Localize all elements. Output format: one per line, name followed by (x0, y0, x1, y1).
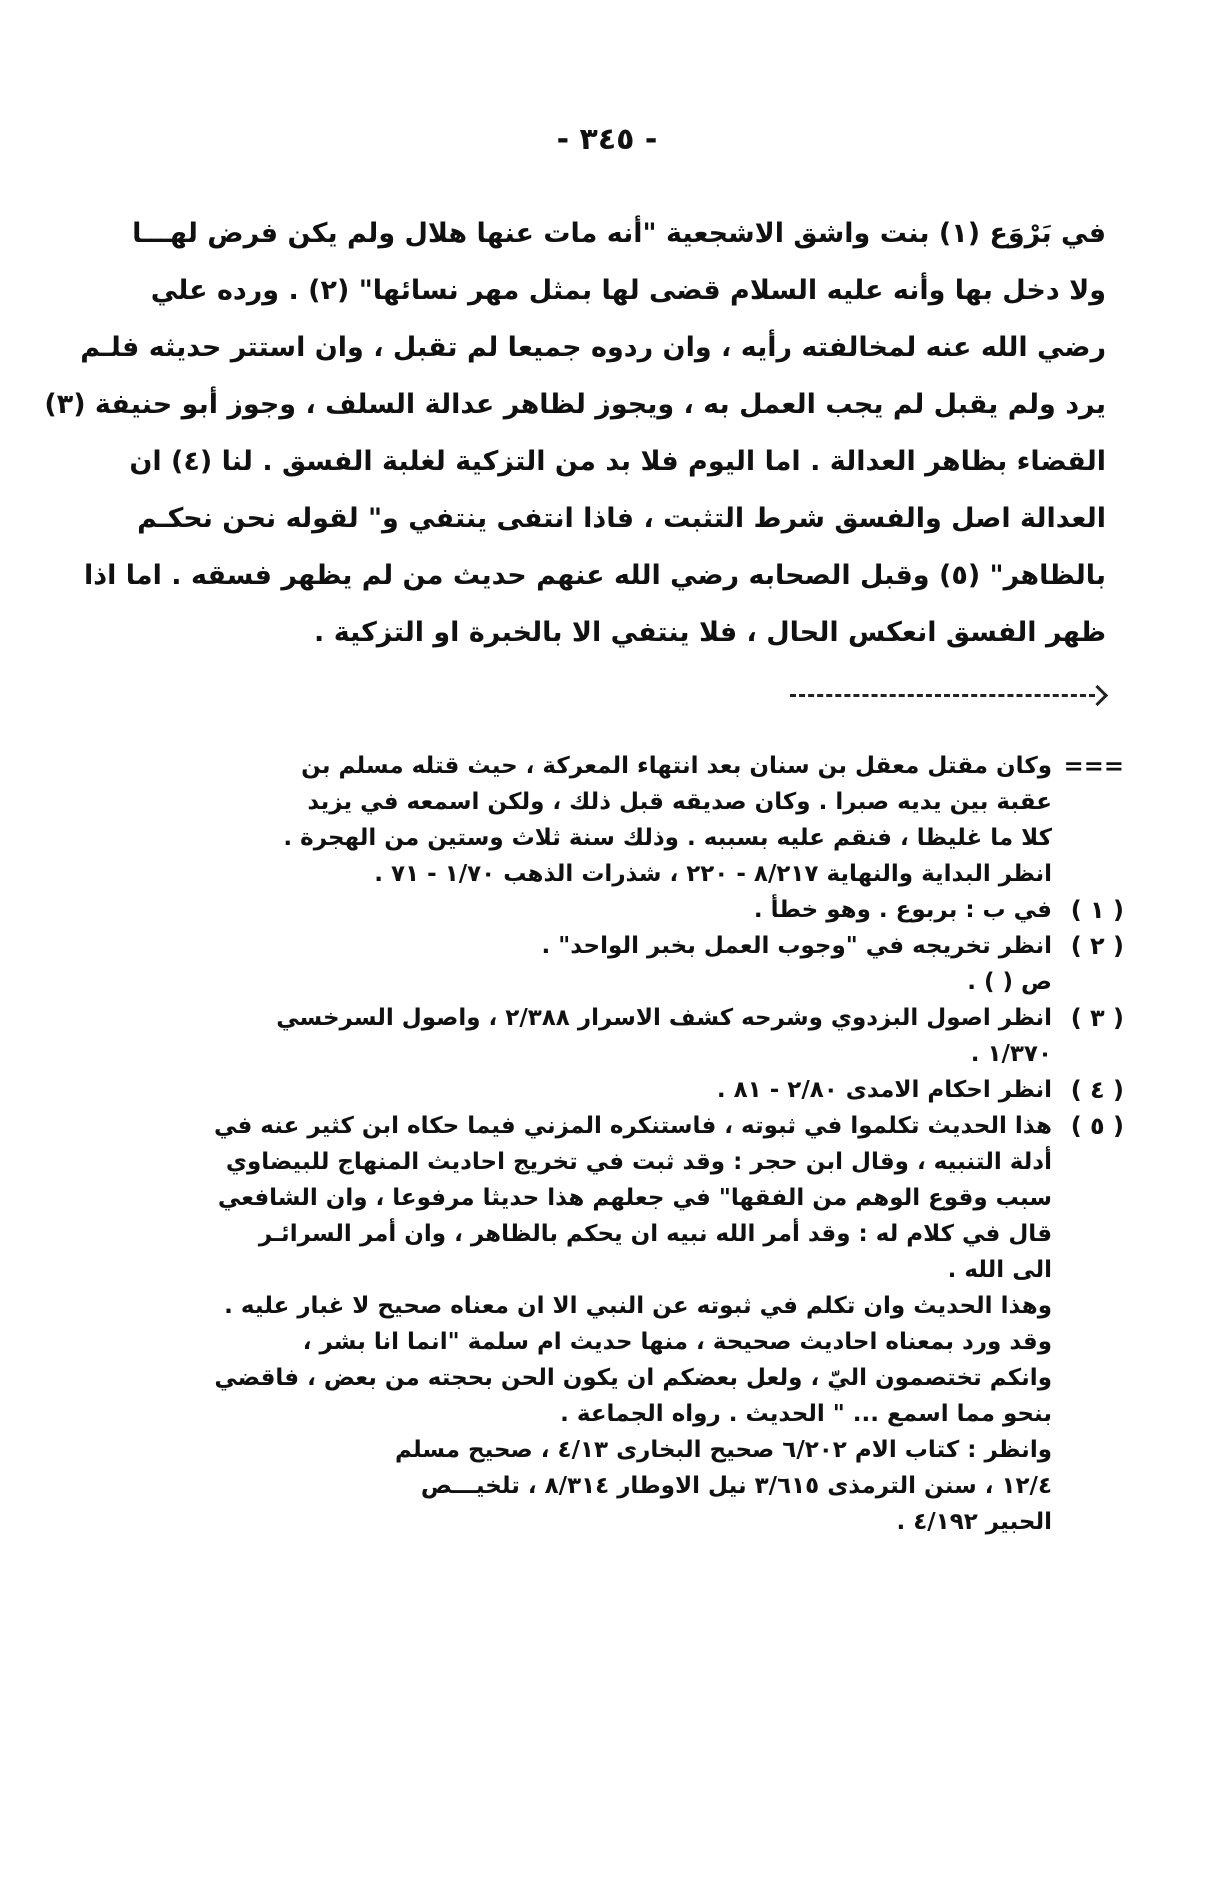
footnotes-section (114, 748, 1124, 1540)
body-line: بالظاهر" (٥) وقبل الصحابه رضي الله عنهم حديث من لم يظهر فسقه . اما اذا (84, 560, 1106, 591)
footnote-text (114, 1288, 1052, 1540)
footnote-line: أدلة التنبيه ، وقال ابن حجر : وقد ثبت في تخريج احاديث المنهاج للبيضاوي (225, 1149, 1052, 1175)
footnote-marker: ( ٣ ) (1070, 1004, 1124, 1032)
footnote-text (114, 1072, 1052, 1108)
footnote-line: وكان مقتل معقل بن سنان بعد انتهاء المعركة ، حيث قتله مسلم بن (301, 753, 1052, 779)
footnote-text (114, 928, 1052, 1000)
footnote-text (114, 748, 1052, 892)
footnote-line: وانظر : كتاب الام ٦/٢٠٢ صحيح البخارى ٤/١٣ ، صحيح مسلم (394, 1437, 1052, 1463)
footnote-line: عقبة بين يديه صبرا . وكان صديقه قبل ذلك ، ولكن اسمعه في يزيد (307, 789, 1052, 815)
footnote-line: سبب وقوع الوهم من الفقها" في جعلهم هذا حديثا مرفوعا ، وان الشافعي (217, 1185, 1052, 1211)
footnote-marker: ( ١ ) (1070, 896, 1124, 924)
footnote-line: ص ( ) . (967, 969, 1052, 995)
footnote-4 (114, 1072, 1124, 1108)
footnote-line: انظر اصول البزدوي وشرحه كشف الاسرار ٢/٣٨٨ ، واصول السرخسي (276, 1005, 1052, 1031)
footnote-line: انظر تخريجه في "وجوب العمل بخبر الواحد" . (541, 933, 1052, 959)
footnote-line: ١٢/٤ ، سنن الترمذى ٣/٦١٥ نيل الاوطار ٨/٣١٤ ، تلخيـــص (420, 1473, 1052, 1499)
footnote-text (114, 1000, 1052, 1072)
footnote-text (114, 892, 1052, 928)
footnote-text (114, 1108, 1052, 1288)
body-line: العدالة اصل والفسق شرط التثبت ، فاذا انتفى ينتفي و" لقوله نحن نحكـم (137, 503, 1106, 534)
footnote-separator (790, 694, 1095, 697)
footnote-marker: === (1063, 752, 1124, 780)
footnote-3 (114, 1000, 1124, 1072)
footnote-line: قال في كلام له : وقد أمر الله نبيه ان يحكم بالظاهر ، وان أمر السرائـر (258, 1221, 1052, 1247)
footnote-line: الحبير ٤/١٩٢ . (896, 1509, 1052, 1535)
footnote-marker: ( ٤ ) (1070, 1076, 1124, 1104)
body-line: في بَرْوَع (١) بنت واشق الاشجعية "أنه مات عنها هلال ولم يكن فرض لهـــا (132, 218, 1106, 249)
footnote-line: كلا ما غليظا ، فنقم عليه بسببه . وذلك سنة ثلاث وستين من الهجرة . (283, 825, 1052, 851)
main-body-text (44, 205, 1106, 661)
footnote-line: الى الله . (947, 1257, 1052, 1283)
footnote-1 (114, 892, 1124, 928)
body-line: رضي الله عنه لمخالفته رأيه ، وان ردوه جميعا لم تقبل ، وان استتر حديثه فلـم (80, 332, 1106, 363)
footnote-line: في ب : بربوع . وهو خطأ . (753, 897, 1052, 923)
footnote-continuation (114, 748, 1124, 892)
footnote-line: بنحو مما اسمع ... " الحديث . رواه الجماعة . (560, 1401, 1052, 1427)
separator-arrow-icon (1087, 685, 1108, 706)
footnote-2 (114, 928, 1124, 1000)
footnote-line: وقد ورد بمعناه احاديث صحيحة ، منها حديث ام سلمة "انما انا بشر ، (302, 1329, 1052, 1355)
footnote-line: وهذا الحديث وان تكلم في ثبوته عن النبي الا ان معناه صحيح لا غبار عليه . (224, 1293, 1052, 1319)
footnote-marker: ( ٥ ) (1070, 1112, 1124, 1140)
body-line: يرد ولم يقبل لم يجب العمل به ، ويجوز لظاهر عدالة السلف ، وجوز أبو حنيفة (٣) (44, 389, 1106, 420)
footnote-line: انظر البداية والنهاية ٨/٢١٧ - ٢٢٠ ، شذرات الذهب ١/٧٠ - ٧١ . (374, 861, 1052, 887)
footnote-line: هذا الحديث تكلموا في ثبوته ، فاستنكره المزني فيما حكاه ابن كثير عنه في (213, 1113, 1052, 1139)
page-number: - ٣٤٥ - (556, 122, 658, 157)
footnote-marker: ( ٢ ) (1070, 932, 1124, 960)
body-line: ولا دخل بها وأنه عليه السلام قضى لها بمثل مهر نسائها" (٢) . ورده علي (150, 275, 1106, 306)
footnote-5 (114, 1108, 1124, 1288)
footnote-5-continued (114, 1288, 1124, 1540)
body-line: ظهر الفسق انعكس الحال ، فلا ينتفي الا بالخبرة او التزكية . (314, 617, 1106, 648)
footnote-line: ١/٣٧٠ . (970, 1041, 1052, 1067)
footnote-line: انظر احكام الامدى ٢/٨٠ - ٨١ . (716, 1077, 1052, 1103)
body-line: القضاء بظاهر العدالة . اما اليوم فلا بد من التزكية لغلبة الفسق . لنا (٤) ان (129, 446, 1106, 477)
footnote-line: وانكم تختصمون اليّ ، ولعل بعضكم ان يكون الحن بحجته من بعض ، فاقضي (214, 1365, 1052, 1391)
